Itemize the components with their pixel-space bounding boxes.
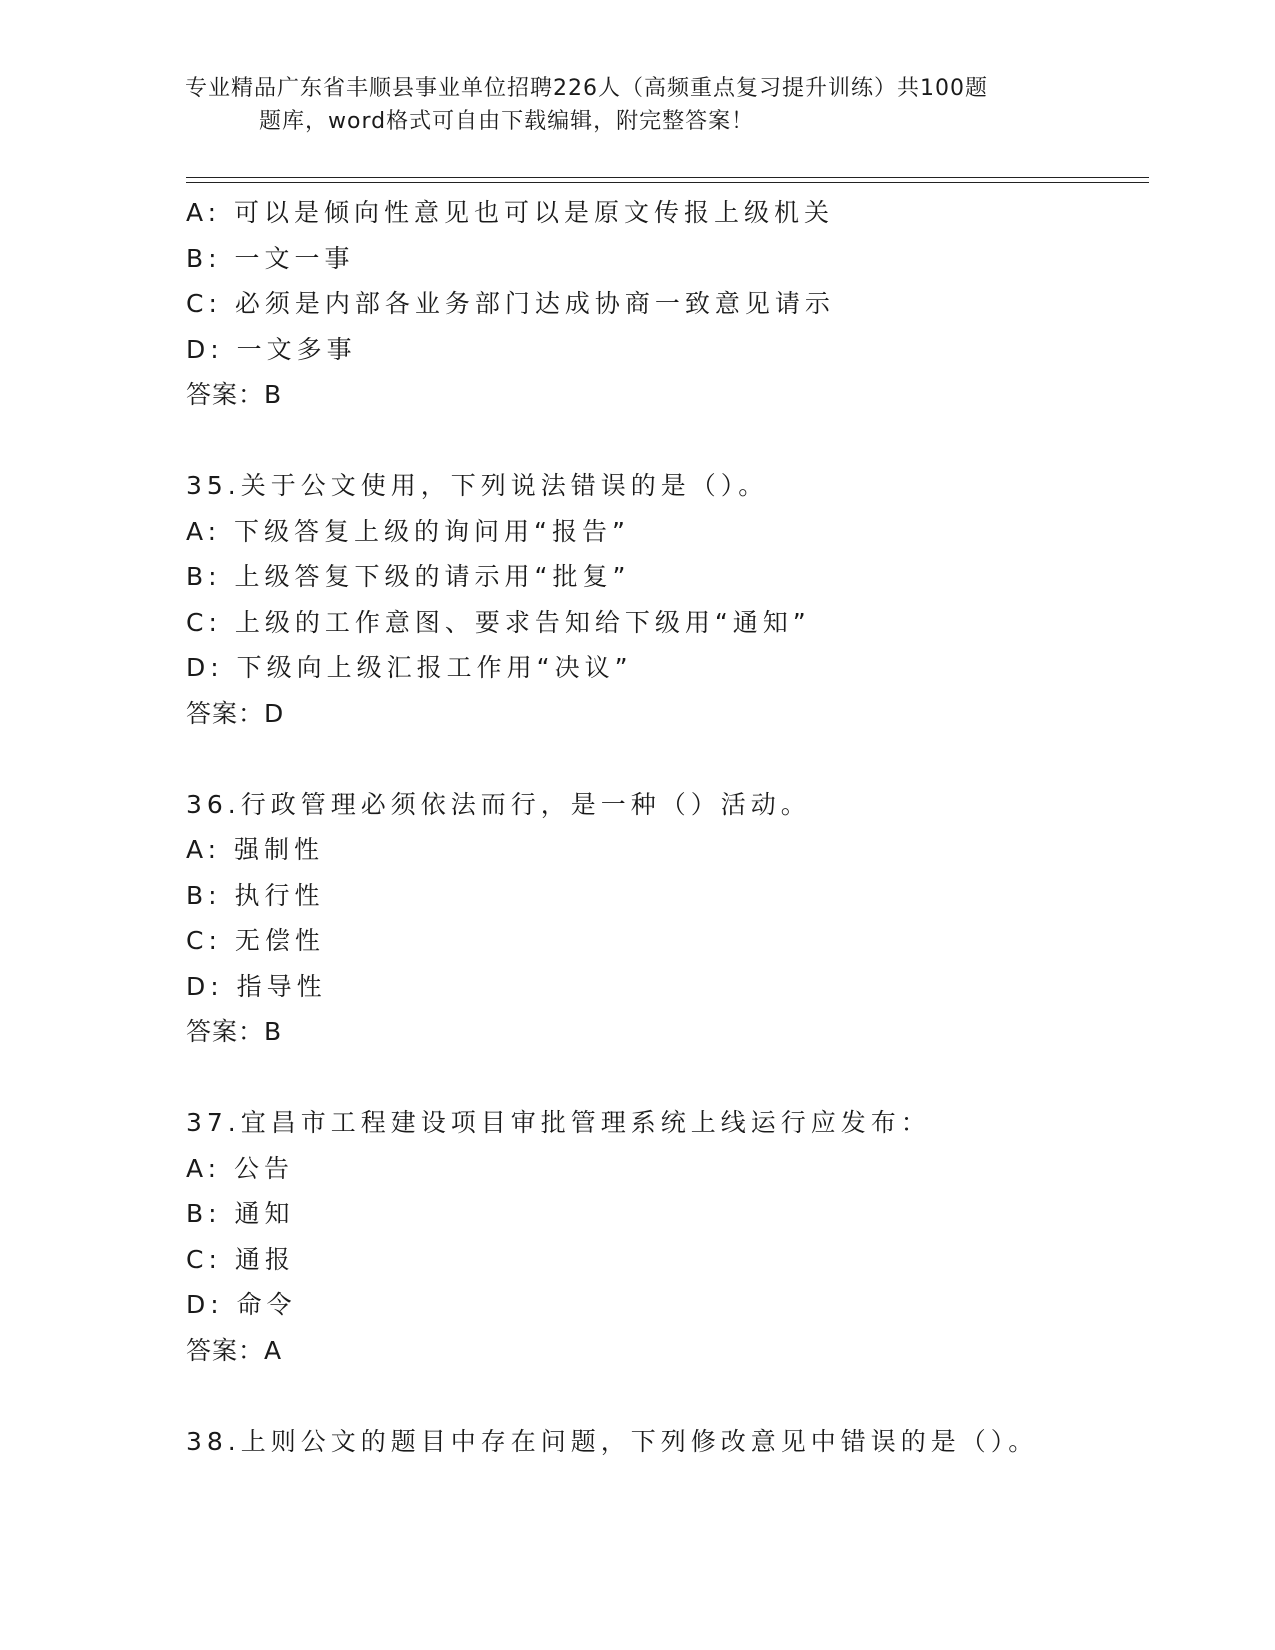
- option-d: D: 命令: [186, 1290, 297, 1319]
- spacer: [186, 1373, 1166, 1419]
- answer: 答案：B: [186, 1017, 283, 1046]
- document-header: [185, 72, 1085, 138]
- option-b: B: 一文一事: [186, 243, 355, 273]
- option-b: B: 执行性: [186, 880, 325, 910]
- question-35: [186, 463, 1166, 736]
- spacer: [186, 1055, 1166, 1101]
- option-a: A: 可以是倾向性意见也可以是原文传报上级机关: [186, 198, 835, 227]
- question-stem: 36.行政管理必须依法而行，是一种（）活动。: [186, 789, 811, 819]
- question-36: [186, 782, 1166, 1055]
- question-stem: 38.上则公文的题目中存在问题，下列修改意见中错误的是（）。: [186, 1426, 1039, 1456]
- option-c: C: 上级的工作意图、要求告知给下级用“通知”: [186, 607, 811, 637]
- spacer: [186, 736, 1166, 782]
- question-stem: 35.关于公文使用，下列说法错误的是（）。: [186, 471, 769, 500]
- question-38: [186, 1419, 1166, 1465]
- option-d: D: 指导性: [186, 971, 327, 1001]
- spacer: [186, 418, 1166, 464]
- header-divider-bottom: [186, 182, 1149, 183]
- header-title-line-1: 专业精品广东省丰顺县事业单位招聘226人（高频重点复习提升训练）共100题: [185, 76, 988, 101]
- question-list: [186, 190, 1166, 1464]
- option-d: D: 下级向上级汇报工作用“决议”: [186, 653, 633, 682]
- question-stem: 37.宜昌市工程建设项目审批管理系统上线运行应发布：: [186, 1108, 931, 1137]
- option-b: B: 上级答复下级的请示用“批复”: [186, 562, 631, 591]
- option-a: A: 强制性: [186, 835, 325, 864]
- option-a: A: 公告: [186, 1153, 295, 1183]
- option-c: C: 无偿性: [186, 926, 325, 955]
- header-title-line-2: 题库，word格式可自由下载编辑，附完整答案！: [259, 109, 755, 134]
- option-c: C: 必须是内部各业务部门达成协商一致意见请示: [186, 289, 835, 318]
- option-a: A: 下级答复上级的询问用“报告”: [186, 516, 630, 546]
- answer: 答案：B: [186, 380, 283, 409]
- question-34-continued: [186, 190, 1166, 418]
- option-c: C: 通报: [186, 1244, 295, 1274]
- header-divider-top: [186, 177, 1149, 178]
- option-d: D: 一文多事: [186, 334, 357, 364]
- answer: 答案：D: [186, 698, 285, 728]
- option-b: B: 通知: [186, 1199, 295, 1228]
- answer: 答案：A: [186, 1335, 283, 1365]
- question-37: [186, 1100, 1166, 1373]
